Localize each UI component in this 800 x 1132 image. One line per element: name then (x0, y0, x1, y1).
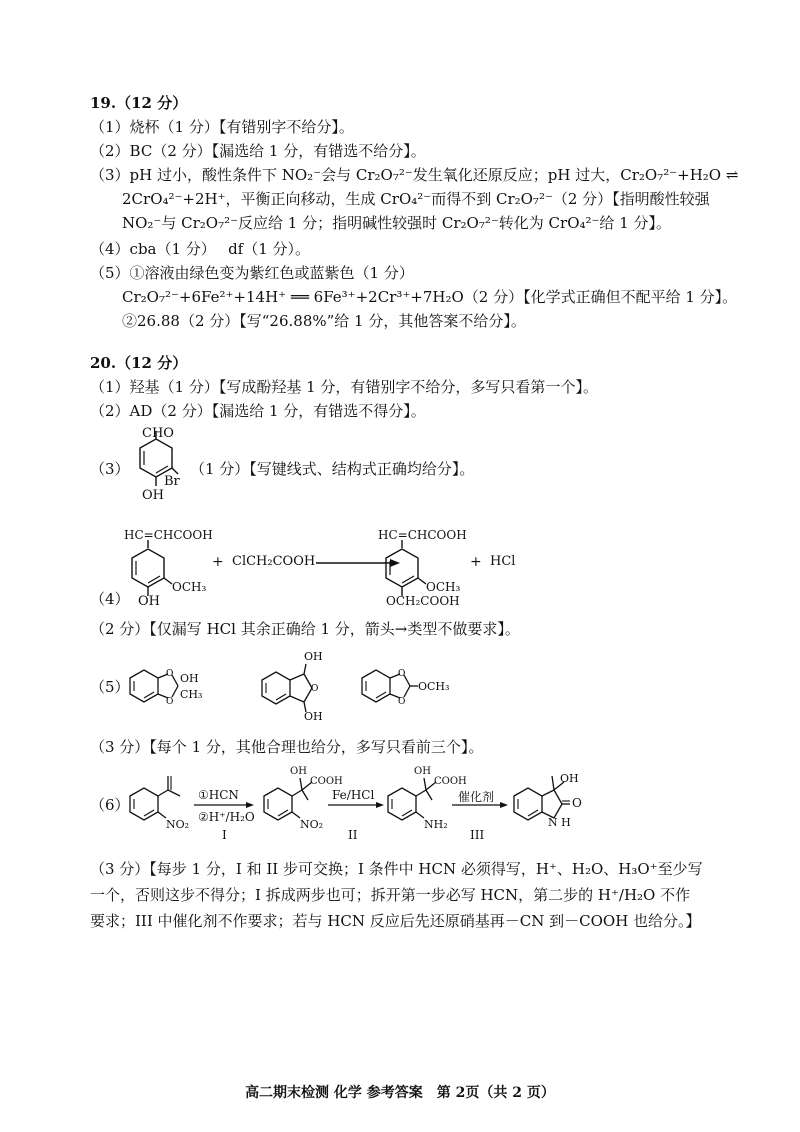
s6-reagent-fe: Fe/HCl (332, 788, 375, 802)
q20-answer-4-text: （2 分）【仅漏写 HCl 其余正确给 1 分，箭头→类型不做要求】。 (90, 620, 520, 638)
s6-arrow-1 (194, 800, 254, 810)
q20-answer-4-num: （4） (90, 590, 130, 608)
q20-answer-6a: （3 分）【每步 1 分，I 和 II 步可交换；I 条件中 HCN 必须得写，H⁺、H₂O、H₃O⁺至少写 (90, 860, 703, 878)
page-footer: 高二期末检测 化学 参考答案 第 2页（共 2 页） (245, 1085, 555, 1101)
s4-reactant-oh: OH (138, 594, 160, 609)
s3-oh-label: OH (142, 488, 164, 503)
s6-reagent-2: ②H⁺/H₂O (198, 810, 255, 824)
s4-reactant-chain: HC=CHCOOH (124, 528, 213, 542)
q19-header: 19.（12 分） (90, 94, 188, 112)
q19-answer-3c: NO₂⁻与 Cr₂O₇²⁻反应给 1 分；指明碱性较强时 Cr₂O₇²⁻转化为 CrO₄²⁻给 1 分】。 (122, 214, 672, 232)
s6-int1-cooh: COOH (310, 776, 343, 787)
s6-int2-nh2: NH₂ (424, 818, 448, 831)
q20-answer-3-text: （1 分）【写键线式、结构式正确均给分】。 (190, 460, 475, 478)
s6-step-2: II (348, 828, 358, 842)
q20-answer-6-num: （6） (90, 796, 130, 814)
q19-answer-3a: （3）pH 过小，酸性条件下 NO₂⁻会与 Cr₂O₇²⁻发生氧化还原反应；pH 过大，Cr₂O₇²⁻+H₂O ⇌ (90, 166, 739, 184)
s6-product-o: O (572, 796, 582, 810)
s6-product-oh: OH (560, 772, 579, 785)
s6-step-3: III (470, 828, 485, 842)
s4-reagent: ClCH₂COOH (232, 554, 316, 569)
s6-start-no2: NO₂ (166, 818, 190, 831)
s6-int1-oh: OH (290, 766, 307, 777)
q20-answer-5-num: （5） (90, 678, 130, 696)
structure-isomer-3 (356, 662, 426, 716)
s5-isomer2-oh-bottom: OH (304, 710, 323, 723)
svg-text:O: O (398, 669, 406, 679)
s6-int2-cooh: COOH (434, 776, 467, 787)
q20-answer-6c: 要求；III 中催化剂不作要求；若与 HCN 反应后先还原硝基再－CN 到－COOH 也给分。】 (90, 912, 701, 930)
q19-answer-4: （4）cba（1 分） df（1 分）。 (90, 240, 311, 258)
q20-answer-3-num: （3） (90, 460, 130, 478)
s6-product-nh: N H (548, 816, 571, 829)
svg-text:O: O (166, 669, 174, 679)
structure-isomer-1 (124, 662, 220, 716)
s5-isomer1-ch3: CH₃ (180, 688, 203, 701)
svg-text:O: O (398, 697, 406, 707)
s6-int2-oh: OH (414, 766, 431, 777)
q19-answer-5c: ②26.88（2 分）【写“26.88%”给 1 分，其他答案不给分】。 (122, 312, 526, 330)
q19-answer-5b: Cr₂O₇²⁻+6Fe²⁺+14H⁺ ══ 6Fe³⁺+2Cr³⁺+7H₂O（2 分）【化学式正确但不配平给 1 分】。 (122, 288, 738, 306)
s4-reactant-och3: OCH₃ (172, 580, 207, 594)
svg-text:O: O (166, 697, 174, 707)
q20-header: 20.（12 分） (90, 354, 188, 372)
s4-product-chain: HC=CHCOOH (378, 528, 467, 542)
s4-plus-1: + (212, 554, 224, 570)
s3-cho-label: CHO (142, 426, 174, 441)
s5-isomer3-och3: OCH₃ (418, 680, 450, 693)
q20-answer-1: （1）羟基（1 分）【写成酚羟基 1 分，有错别字不给分，多写只看第一个】。 (90, 378, 598, 396)
s6-arrow-3 (452, 800, 508, 810)
s4-product-och2cooh: OCH₂COOH (386, 594, 460, 608)
q20-answer-2: （2）AD（2 分）【漏选给 1 分，有错选不得分】。 (90, 402, 426, 420)
s6-int1-no2: NO₂ (300, 818, 324, 831)
q20-answer-5-text: （3 分）【每个 1 分，其他合理也给分，多写只看前三个】。 (90, 738, 484, 756)
q19-answer-3b: 2CrO₄²⁻+2H⁺，平衡正向移动，生成 CrO₄²⁻而得不到 Cr₂O₇²⁻（2 分）【指明酸性较强 (122, 190, 710, 208)
s5-isomer2-oh-top: OH (304, 650, 323, 663)
structure-isomer-2 (256, 654, 346, 726)
s3-br-label: Br (164, 474, 180, 489)
q19-answer-5a: （5）①溶液由绿色变为紫红色或蓝紫色（1 分） (90, 264, 414, 282)
s5-isomer1-oh: OH (180, 672, 199, 685)
svg-text:O: O (311, 684, 319, 694)
q19-answer-2: （2）BC（2 分）【漏选给 1 分，有错选不给分】。 (90, 142, 426, 160)
s6-reagent-cat: 催化剂 (458, 790, 495, 804)
q19-answer-1: （1）烧杯（1 分）【有错别字不给分】。 (90, 118, 354, 136)
s4-hcl: HCl (490, 554, 516, 569)
s6-reagent-1: ①HCN (198, 788, 239, 802)
s4-product-och3: OCH₃ (426, 580, 461, 594)
s6-step-1: I (222, 828, 227, 842)
s6-arrow-2 (328, 800, 384, 810)
s4-plus-2: + (470, 554, 482, 570)
q20-answer-6b: 一个，否则这步不得分；I 拆成两步也可；拆开第一步必写 HCN，第二步的 H⁺/H₂O 不作 (90, 886, 691, 904)
